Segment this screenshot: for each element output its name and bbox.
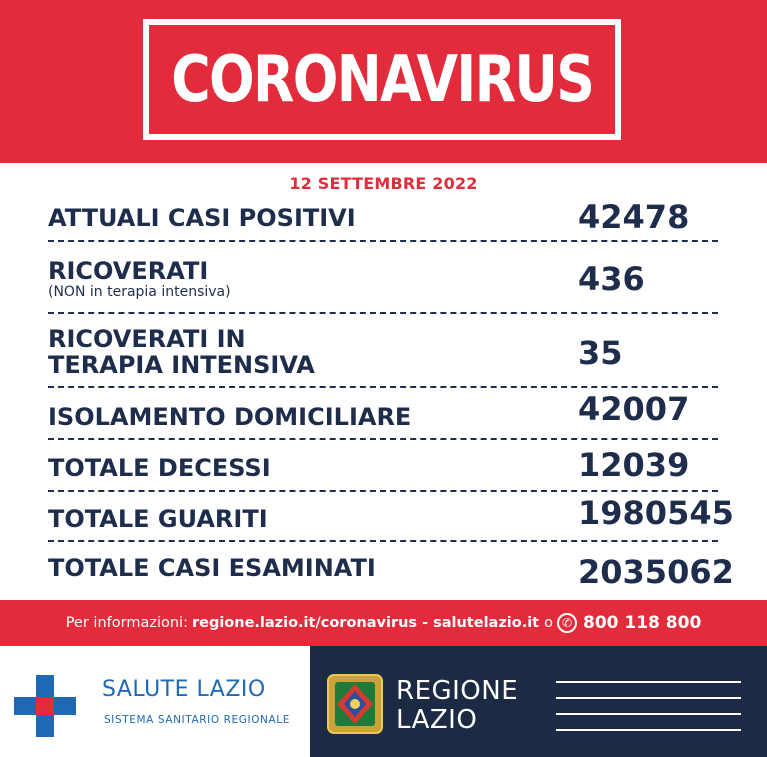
regione-lazio-emblem-icon <box>326 673 384 735</box>
link-regione-coronavirus[interactable]: regione.lazio.it/coronavirus <box>191 615 418 631</box>
page-title: CORONAVIRUS <box>170 42 594 117</box>
row-divider <box>48 490 718 492</box>
row-divider <box>48 438 718 440</box>
row-divider <box>48 312 718 314</box>
row-label-totale-guariti: TOTALE GUARITI <box>48 505 268 533</box>
row-divider <box>48 240 718 242</box>
info-prefix: Per informazioni: <box>65 615 188 631</box>
cross-icon-center <box>36 697 54 715</box>
link-salutelazio[interactable]: salutelazio.it <box>433 615 540 631</box>
row-label-totale-decessi: TOTALE DECESSI <box>48 454 271 482</box>
header-banner <box>0 0 767 163</box>
row-divider <box>48 386 718 388</box>
decorative-stripe <box>556 729 741 731</box>
title-frame <box>143 19 621 140</box>
decorative-stripe <box>556 697 741 699</box>
row-value-totale-casi-esaminati: 2035062 <box>578 553 734 591</box>
phone-number[interactable]: 800 118 800 <box>582 613 702 633</box>
info-separator: - <box>422 615 429 631</box>
report-date: 12 SETTEMBRE 2022 <box>289 174 478 193</box>
decorative-stripe <box>556 713 741 715</box>
decorative-stripe <box>556 681 741 683</box>
row-value-totale-guariti: 1980545 <box>578 494 734 532</box>
row-value-ricoverati: 436 <box>578 260 645 298</box>
row-value-terapia-intensiva: 35 <box>578 334 623 372</box>
phone-icon: ✆ <box>557 613 577 633</box>
info-bar <box>0 600 767 646</box>
row-label-terapia-intensiva-line1: RICOVERATI IN <box>48 325 246 353</box>
row-label-isolamento-domiciliare: ISOLAMENTO DOMICILIARE <box>48 403 412 431</box>
row-label-ricoverati: RICOVERATI <box>48 257 209 285</box>
row-value-isolamento-domiciliare: 42007 <box>578 390 690 428</box>
row-value-attuali-casi-positivi: 42478 <box>578 198 690 236</box>
regione-title-line1: REGIONE <box>396 676 519 706</box>
row-label-totale-casi-esaminati: TOTALE CASI ESAMINATI <box>48 554 376 582</box>
row-sublabel-ricoverati: (NON in terapia intensiva) <box>48 284 231 300</box>
regione-title-line2: LAZIO <box>396 705 478 735</box>
salute-lazio-title: SALUTE LAZIO <box>102 677 266 702</box>
cross-icon-notch <box>14 675 36 697</box>
row-label-attuali-casi-positivi: ATTUALI CASI POSITIVI <box>48 204 356 232</box>
row-value-totale-decessi: 12039 <box>578 446 690 484</box>
info-connector: o <box>544 615 553 631</box>
row-label-terapia-intensiva-line2: TERAPIA INTENSIVA <box>48 351 315 379</box>
row-divider <box>48 540 718 542</box>
salute-lazio-subtitle: SISTEMA SANITARIO REGIONALE <box>104 714 290 726</box>
